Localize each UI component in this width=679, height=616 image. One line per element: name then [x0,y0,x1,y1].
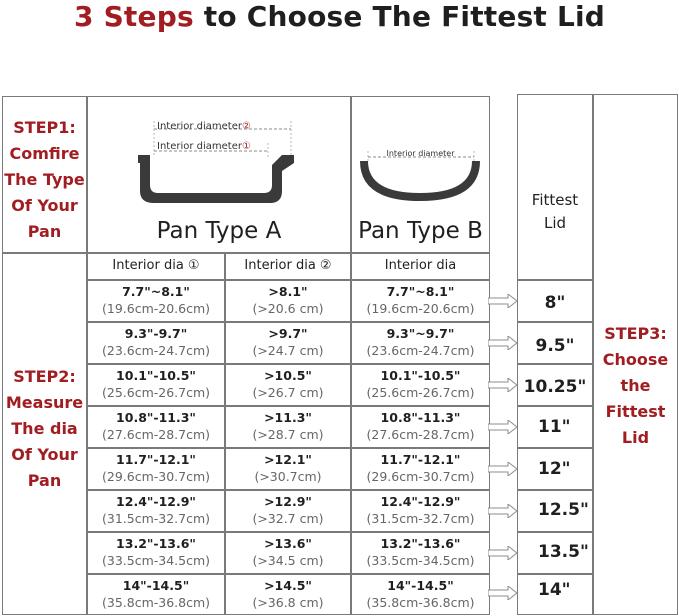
arrow-right-icon [488,462,518,476]
pan-type-b-box [351,96,490,253]
table-cell-dia1: 10.8"-11.3" (27.6cm-28.7cm) [87,406,225,448]
arrow-right-icon [488,294,518,308]
lid-size-cell: 10.25" [517,364,593,406]
arrow-right-icon [488,586,518,600]
pan-a-dim2-label: Interior diameter② [157,121,251,132]
table-cell-dia2: >12.1" (>30.7cm) [225,448,351,490]
step3-line: the [620,376,651,395]
step3-box [593,94,678,615]
table-cell-dia: 9.3"~9.7" (23.6cm-24.7cm) [351,322,490,364]
table-cell-dia1: 10.1"-10.5" (25.6cm-26.7cm) [87,364,225,406]
pan-a-dim1-label: Interior diameter① [157,141,251,152]
pan-type-a-label: Pan Type A [156,218,282,244]
fittest-line: Lid [543,214,567,232]
pan-a-illustration [88,97,350,217]
step2-line: STEP2: [13,367,76,386]
step3-line: STEP3: [604,324,667,343]
header-interior-dia-2: Interior dia ② [225,253,351,280]
arrow-right-icon [488,378,518,392]
lid-size-cell: 12" [517,448,593,490]
table-cell-dia: 7.7"~8.1" (19.6cm-20.6cm) [351,280,490,322]
lid-size-cell: 8" [517,280,593,322]
step3-line: Choose [602,350,669,369]
pan-b-body [360,161,480,201]
table-cell-dia1: 13.2"-13.6" (33.5cm-34.5cm) [87,532,225,574]
table-cell-dia1: 11.7"-12.1" (29.6cm-30.7cm) [87,448,225,490]
header-interior-dia-1: Interior dia ① [87,253,225,280]
step1-line: Comfire [9,144,80,163]
header-interior-dia: Interior dia [351,253,490,280]
table-cell-dia: 10.8"-11.3" (27.6cm-28.7cm) [351,406,490,448]
arrow-right-icon [488,420,518,434]
step2-line: Pan [27,471,62,490]
table-cell-dia1: 12.4"-12.9" (31.5cm-32.7cm) [87,490,225,532]
lid-size-cell: 13.5" [517,532,593,574]
title-rest: to Choose The Fittest Lid [203,0,606,33]
step2-line: Of Your [11,445,78,464]
lid-size-cell: 14" [517,574,593,615]
table-cell-dia2: >9.7" (>24.7 cm) [225,322,351,364]
step3-line: Lid [621,428,650,447]
table-cell-dia: 14"-14.5" (35.8cm-36.8cm) [351,574,490,615]
table-cell-dia: 13.2"-13.6" (33.5cm-34.5cm) [351,532,490,574]
lid-size-cell: 12.5" [517,490,593,532]
step3-text [594,321,677,451]
table-cell-dia1: 9.3"-9.7" (23.6cm-24.7cm) [87,322,225,364]
pan-type-a-box [87,96,351,253]
step2-box [2,253,87,615]
table-cell-dia: 10.1"-10.5" (25.6cm-26.7cm) [351,364,490,406]
pan-b-dim-label: Interior diameter [386,149,455,158]
step1-line: STEP1: [13,118,76,137]
table-cell-dia: 11.7"-12.1" (29.6cm-30.7cm) [351,448,490,490]
table-cell-dia2: >14.5" (>36.8 cm) [225,574,351,615]
step1-box [2,96,87,253]
lid-size-cell: 9.5" [517,322,593,364]
table-cell-dia1: 7.7"~8.1" (19.6cm-20.6cm) [87,280,225,322]
step2-line: Measure [5,393,84,412]
table-cell-dia1: 14"-14.5" (35.8cm-36.8cm) [87,574,225,615]
arrow-right-icon [488,546,518,560]
step1-line: The Type [4,170,85,189]
step1-line: Of Your [11,196,78,215]
title-steps: 3 Steps [73,0,194,33]
step3-line: Fittest [605,402,666,421]
pan-type-b-label: Pan Type B [358,218,483,244]
step2-line: The dia [11,419,78,438]
arrow-right-icon [488,504,518,518]
fittest-line: Fittest [531,191,579,209]
table-cell-dia: 12.4"-12.9" (31.5cm-32.7cm) [351,490,490,532]
step2-text [3,364,86,494]
pan-a-body [138,155,294,203]
table-cell-dia2: >13.6" (>34.5 cm) [225,532,351,574]
fittest-lid-header [517,94,593,280]
step1-text [3,115,86,245]
table-cell-dia2: >10.5" (>26.7 cm) [225,364,351,406]
table-cell-dia2: >8.1" (>20.6 cm) [225,280,351,322]
fittest-lid-label [518,189,592,235]
lid-size-cell: 11" [517,406,593,448]
table-cell-dia2: >11.3" (>28.7 cm) [225,406,351,448]
arrow-right-icon [488,336,518,350]
page-title [0,0,679,38]
table-cell-dia2: >12.9" (>32.7 cm) [225,490,351,532]
step1-line: Pan [27,222,62,241]
